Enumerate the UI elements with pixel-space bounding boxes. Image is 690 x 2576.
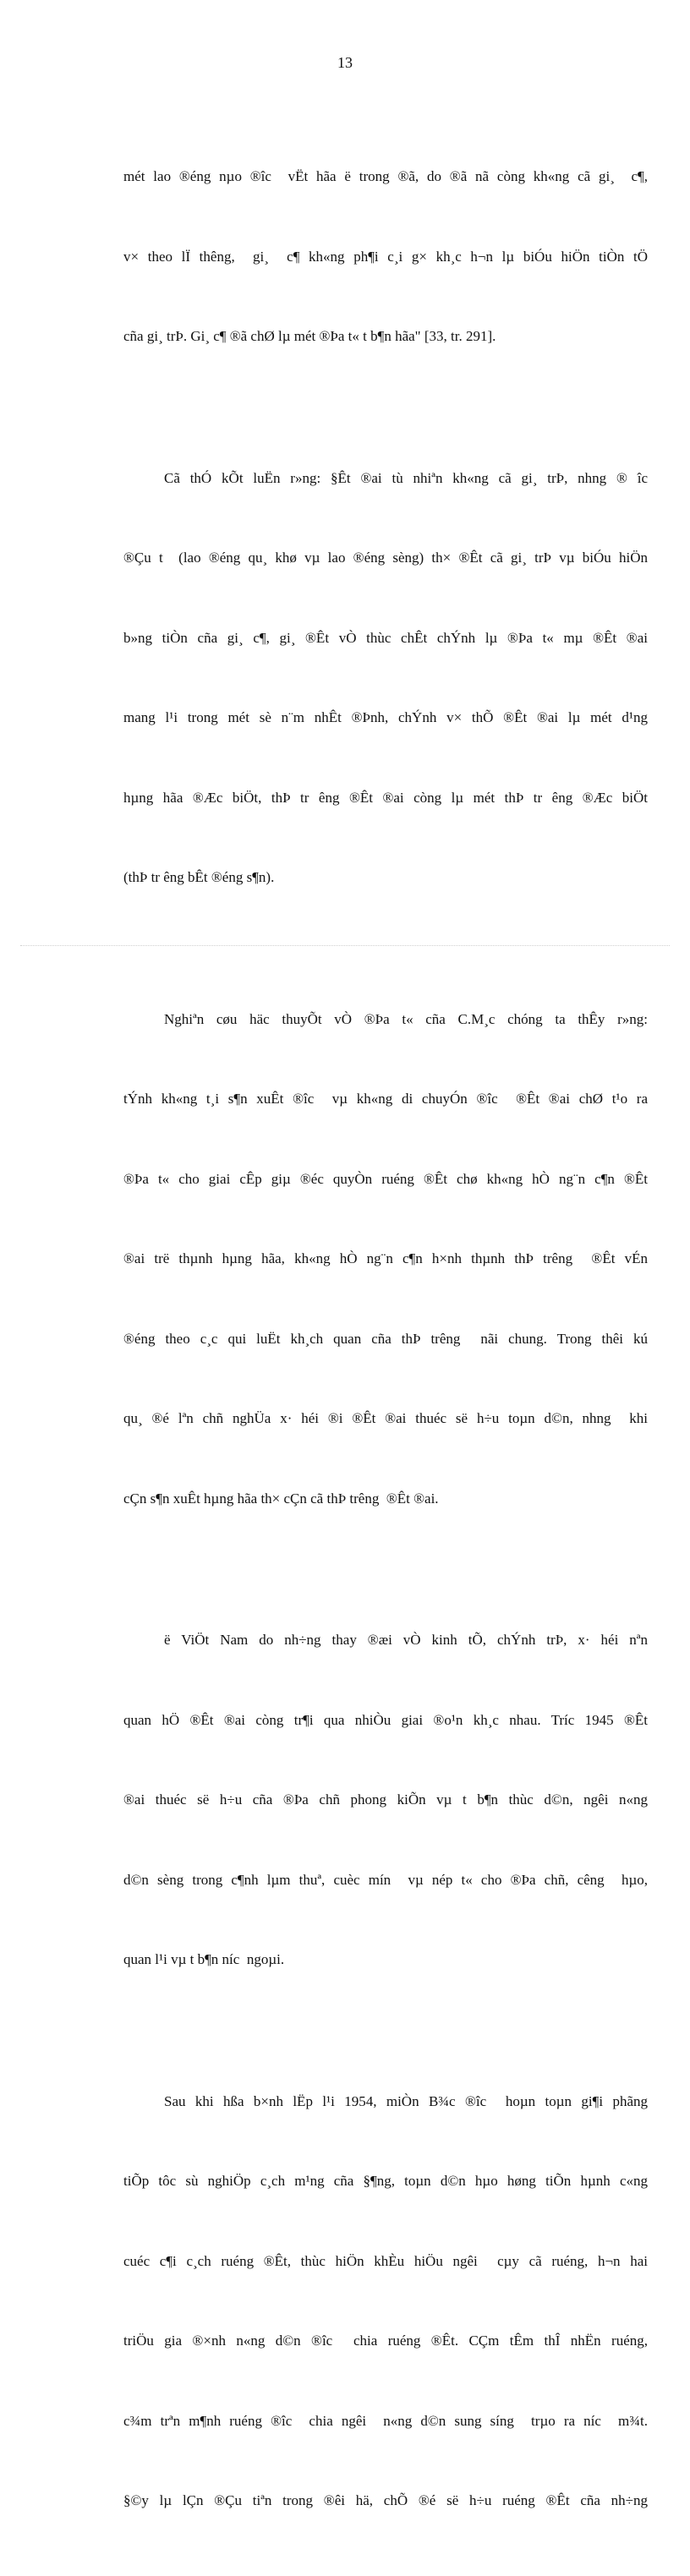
text-line: ®Þa t« cho giai cÊp giµ ®éc quyÒn ruéng ®Êt chø kh«ng hÒ ng¨n c¶n ®Êt — [123, 1170, 648, 1187]
text-line: quan hÖ ®Êt ®ai còng tr¶i qua nhiÒu giai ®o¹n kh¸c nhau. Tríc 1945 ®Êt — [123, 1711, 648, 1728]
text-line: cña gi¸ trÞ. Gi¸ c¶ ®ã chØ lµ mét ®Þa t« t b¶n hãa" [33, tr. 291]. — [123, 328, 496, 344]
text-line: ®éng theo c¸c qui luËt kh¸ch quan cña thÞ trêng nãi chung. Trong thêi kú — [123, 1330, 648, 1347]
text-line: Cã thÓ kÕt luËn r»ng: §Êt ®ai tù nhiªn kh«ng cã gi¸ trÞ, nhng ® îc — [164, 469, 648, 486]
paragraph-2 — [123, 412, 648, 944]
text-line: quan l¹i vµ t b¶n níc ngoµi. — [123, 1951, 285, 1967]
body-text — [123, 110, 648, 2576]
text-line: mét lao ®éng nµo ®îc vËt hãa ë trong ®ã, do ®ã nã còng kh«ng cã gi¸ c¶, — [123, 168, 648, 184]
text-line: c¾m trªn m¶nh ruéng ®îc chia ngêi n«ng d©n sung síng trµo ra níc m¾t. — [123, 2412, 648, 2429]
text-line: §©y lµ lÇn ®Çu tiªn trong ®êi hä, chÕ ®é së h÷u ruéng ®Êt cña nh÷ng — [123, 2492, 648, 2508]
text-line: triÖu gia ®×nh n«ng d©n ®îc chia ruéng ®Êt. CÇm tÊm thÎ nhËn ruéng, — [123, 2333, 648, 2349]
text-line: ®Çu t (lao ®éng qu¸ khø vµ lao ®éng sèng) th× ®Êt cã gi¸ trÞ vµ biÓu hiÖn — [123, 550, 648, 566]
text-line: tiÕp tôc sù nghiÖp c¸ch m¹ng cña §¶ng, toµn d©n hµo høng tiÕn hµnh c«ng — [123, 2173, 648, 2189]
text-line: mang l¹i trong mét sè n¨m nhÊt ®Þnh, chÝnh v× thÕ ®Êt ®ai lµ mét d¹ng — [123, 709, 648, 725]
text-line: (thÞ tr êng bÊt ®éng s¶n). — [123, 869, 275, 885]
paragraph-4 — [123, 1573, 648, 2026]
text-line: d©n sèng trong c¶nh lµm thuª, cuèc mín vµ nép t« cho ®Þa chñ, cêng hµo, — [123, 1871, 648, 1888]
page-number: 13 — [337, 54, 353, 71]
text-line: hµng hãa ®Æc biÖt, thÞ tr êng ®Êt ®ai còng lµ mét thÞ tr êng ®Æc biÖt — [123, 789, 648, 806]
text-line: ®ai thuéc së h÷u cña ®Þa chñ phong kiÕn vµ t b¶n thùc d©n, ngêi n«ng — [123, 1791, 648, 1808]
paragraph-5 — [123, 2035, 648, 2568]
text-line: b»ng tiÒn cña gi¸ c¶, gi¸ ®Êt vÒ thùc chÊt chÝnh lµ ®Þa t« mµ ®Êt ®ai — [123, 629, 648, 646]
paragraph-1 — [123, 110, 648, 403]
text-line: cÇn s¶n xuÊt hµng hãa th× cÇn cã thÞ trêng ®Êt ®ai. — [123, 1490, 439, 1507]
text-line: Sau khi hßa b×nh lËp l¹i 1954, miÒn B¾c ®îc hoµn toµn gi¶i phãng — [164, 2092, 648, 2109]
text-line: Nghiªn cøu häc thuyÕt vÒ ®Þa t« cña C.M¸c chóng ta thÊy r»ng: — [164, 1010, 648, 1027]
text-line: cuéc c¶i c¸ch ruéng ®Êt, thùc hiÖn khÈu hiÖu ngêi cµy cã ruéng, h¬n hai — [123, 2252, 648, 2269]
text-line: qu¸ ®é lªn chñ nghÜa x· héi ®i ®Êt ®ai thuéc së h÷u toµn d©n, nhng khi — [123, 1410, 648, 1426]
text-line: tÝnh kh«ng t¸i s¶n xuÊt ®îc vµ kh«ng di chuyÓn ®îc ®Êt ®ai chØ t¹o ra — [123, 1091, 648, 1107]
paragraph-3 — [123, 953, 648, 1566]
page-bottom-divider — [20, 945, 670, 946]
text-line: v× theo lÏ thêng, gi¸ c¶ kh«ng ph¶i c¸i g× kh¸c h¬n lµ biÓu hiÖn tiÒn tÖ — [123, 248, 648, 265]
text-line: ®ai trë thµnh hµng hãa, kh«ng hÒ ng¨n c¶n h×nh thµnh thÞ trêng ®Êt vÉn — [123, 1250, 648, 1266]
text-line: ë ViÖt Nam do nh÷ng thay ®æi vÒ kinh tÕ, chÝnh trÞ, x· héi nªn — [164, 1632, 648, 1648]
